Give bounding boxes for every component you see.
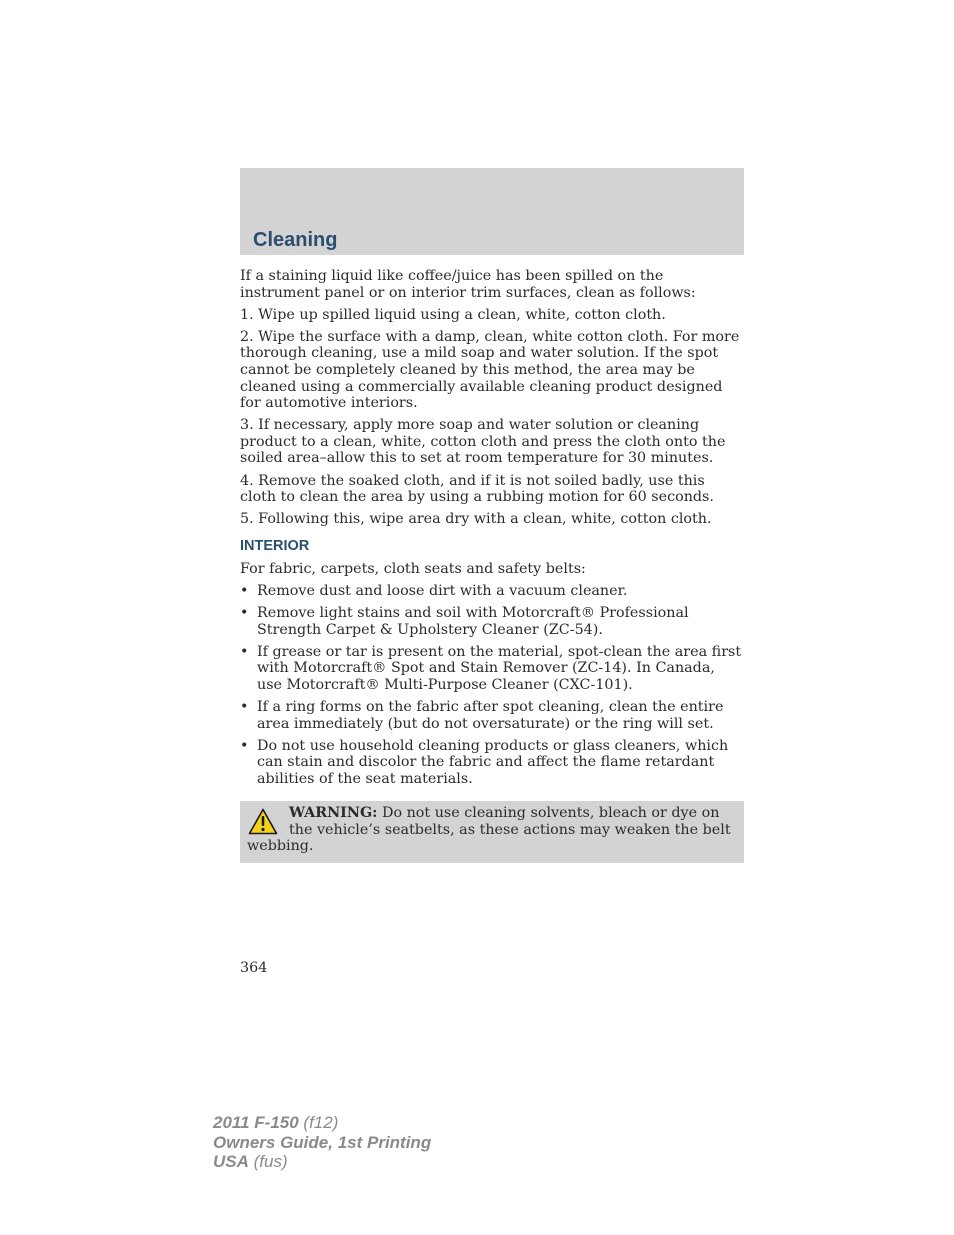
warning-box <box>240 801 744 863</box>
document-footer <box>213 1113 431 1172</box>
list-item-text: If grease or tar is present on the material, spot-clean the area first with Motorcraft® Spot and Stain Remover (ZC-14). In Canada, use Motorcraft® Multi-Purpose Cleaner (CXC-101). <box>257 643 742 693</box>
list-item-text: If a ring forms on the fabric after spot cleaning, clean the entire area immediately (but do not oversaturate) or the ring will set. <box>257 698 724 732</box>
list-item <box>240 605 744 638</box>
list-item-text: Remove dust and loose dirt with a vacuum cleaner. <box>257 582 628 599</box>
warning-body: Do not use cleaning solvents, bleach or dye on the vehicle’s seatbelts, as these actions may weaken the belt webbing. <box>247 805 731 855</box>
warning-text <box>247 805 737 855</box>
list-item <box>240 699 744 732</box>
page-number: 364 <box>240 960 268 976</box>
list-item <box>240 583 744 600</box>
interior-bullet-list <box>240 583 744 788</box>
footer-region-code: (fus) <box>248 1152 288 1171</box>
bullet-icon: • <box>240 643 249 660</box>
interior-heading: INTERIOR <box>240 537 310 554</box>
warning-label: WARNING: <box>289 805 378 821</box>
section-title: Cleaning <box>253 229 338 251</box>
bullet-icon: • <box>240 582 249 599</box>
list-item <box>240 644 744 694</box>
bullet-icon: • <box>240 698 249 715</box>
step-5: 5. Following this, wipe area dry with a clean, white, cotton cloth. <box>240 511 712 528</box>
page-content <box>240 268 744 793</box>
list-item-text: Do not use household cleaning products or glass cleaners, which can stain and discolor the fabric and affect the flame retardant abilities of the seat materials. <box>257 737 729 787</box>
step-2: 2. Wipe the surface with a damp, clean, white cotton cloth. For more thorough cleaning, use a mild soap and water solution. If the spot cannot be completely cleaned by this method, the area may be cleaned using a commercially available cleaning product designed for automotive interiors. <box>240 328 740 412</box>
footer-guide: Owners Guide, 1st Printing <box>213 1132 432 1152</box>
bullet-icon: • <box>240 737 249 754</box>
step-4: 4. Remove the soaked cloth, and if it is not soiled badly, use this cloth to clean the area by using a rubbing motion for 60 seconds. <box>240 472 714 506</box>
intro-paragraph: If a staining liquid like coffee/juice has been spilled on the instrument panel or on interior trim surfaces, clean as follows: <box>240 268 696 301</box>
footer-region: USA <box>213 1152 249 1171</box>
interior-lead: For fabric, carpets, cloth seats and safety belts: <box>240 560 586 577</box>
list-item <box>240 738 744 788</box>
step-1: 1. Wipe up spilled liquid using a clean, white, cotton cloth. <box>240 306 666 323</box>
footer-model: 2011 F-150 <box>213 1113 299 1132</box>
step-3: 3. If necessary, apply more soap and water solution or cleaning product to a clean, white, cotton cloth and press the cloth onto the soiled area–allow this to set at room temperature for 30 minutes. <box>240 417 726 467</box>
bullet-icon: • <box>240 605 249 621</box>
list-item-text: Remove light stains and soil with Motorcraft® Professional Strength Carpet & Upholstery Cleaner (ZC-54). <box>257 605 689 638</box>
footer-model-code: (f12) <box>298 1113 339 1132</box>
